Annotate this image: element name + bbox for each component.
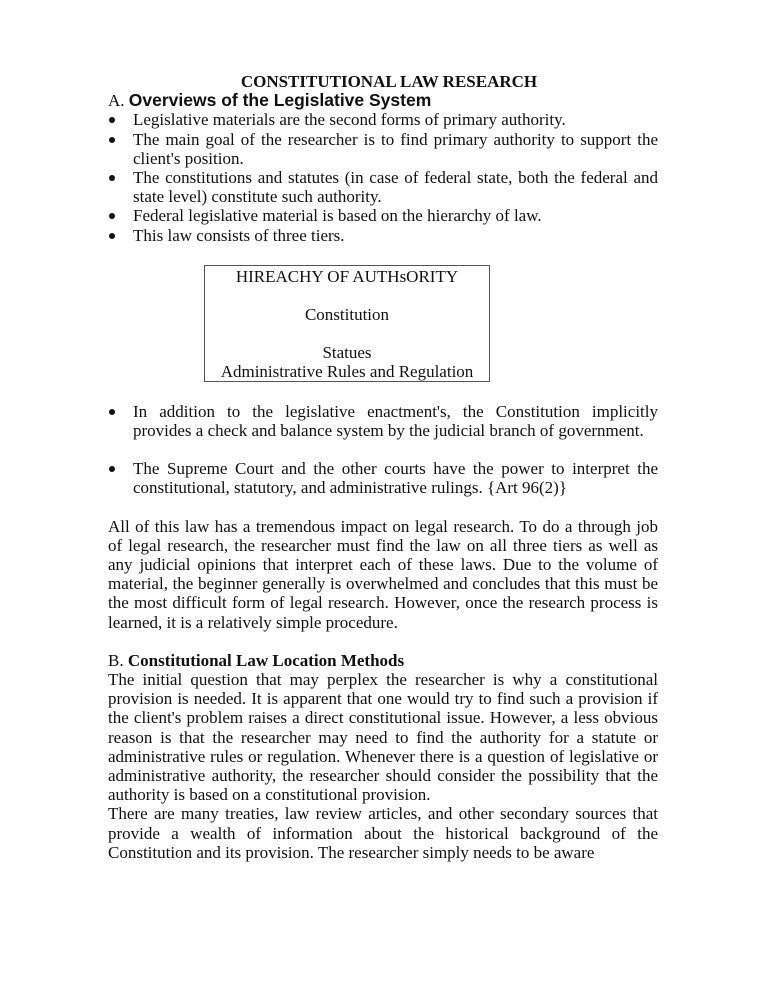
bullet-icon [109, 213, 115, 219]
list-item: The main goal of the researcher is to find primary authority to support the client's position. [108, 130, 658, 168]
bullet-icon [109, 175, 115, 181]
list-item: Legislative materials are the second forms of primary authority. [108, 110, 658, 129]
section-a-heading [108, 91, 658, 110]
document-title: CONSTITUTIONAL LAW RESEARCH [240, 72, 538, 91]
section-a-title: Overviews of the Legislative System [128, 90, 432, 111]
hierarchy-tier-admin-rules: Administrative Rules and Regulation [220, 361, 474, 381]
section-b-heading [108, 651, 658, 670]
section-a-paragraph: All of this law has a tremendous impact on legal research. To do a through job of legal research, the researcher must find the law on all three tiers as well as any judicial opinions that interpret each of these laws. Due to the volume of material, the beginner generally is overwhelmed and concludes that this must be the most difficult form of legal research. However, once the research process is learned, it is a relatively simple procedure. [108, 516, 658, 632]
hierarchy-tier-constitution: Constitution [304, 304, 390, 324]
section-b-paragraph-2: There are many treaties, law review articles, and other secondary sources that provide a wealth of information about the historical background of the Constitution and its provision. The researcher simply needs to be aware [108, 804, 658, 862]
section-b-title: Constitutional Law Location Methods [127, 650, 405, 670]
document-page [108, 72, 658, 862]
hierarchy-heading: HIREACHY OF AUTHsORITY [235, 266, 459, 286]
section-b-paragraph-1: The initial question that may perplex the researcher is why a constitutional provision is needed. It is apparent that one would try to find such a provision if the client's problem raises a direct constitutional issue. However, a less obvious reason is that the researcher may need to find the authority for a statute or administrative rules or regulation. Whenever there is a question of legislative or administrative authority, the researcher should consider the possibility that the authority is based on a constitutional provision. [108, 670, 658, 805]
section-a-bullet-list [108, 110, 658, 244]
hierarchy-of-authority-box [204, 265, 490, 382]
list-item: This law consists of three tiers. [108, 226, 658, 245]
list-item: Federal legislative material is based on the hierarchy of law. [108, 206, 658, 225]
bullet-icon [109, 233, 115, 239]
section-b [108, 651, 658, 862]
bullet-icon [109, 466, 115, 472]
list-item: The Supreme Court and the other courts have the power to interpret the constitutional, statutory, and administrative rulings. {Art 96(2)} [108, 459, 658, 497]
list-item: In addition to the legislative enactment's, the Constitution implicitly provides a check and balance system by the judicial branch of government. [108, 402, 658, 440]
section-a-prefix: A. [108, 91, 125, 111]
bullet-icon [109, 117, 115, 123]
section-a-bullet-list-2 [108, 402, 658, 498]
bullet-icon [109, 137, 115, 143]
list-item: The constitutions and statutes (in case of federal state, both the federal and state level) constitute such authority. [108, 168, 658, 206]
bullet-icon [109, 409, 115, 415]
section-b-prefix: B. [108, 650, 124, 670]
hierarchy-tier-statues: Statues [322, 342, 372, 362]
